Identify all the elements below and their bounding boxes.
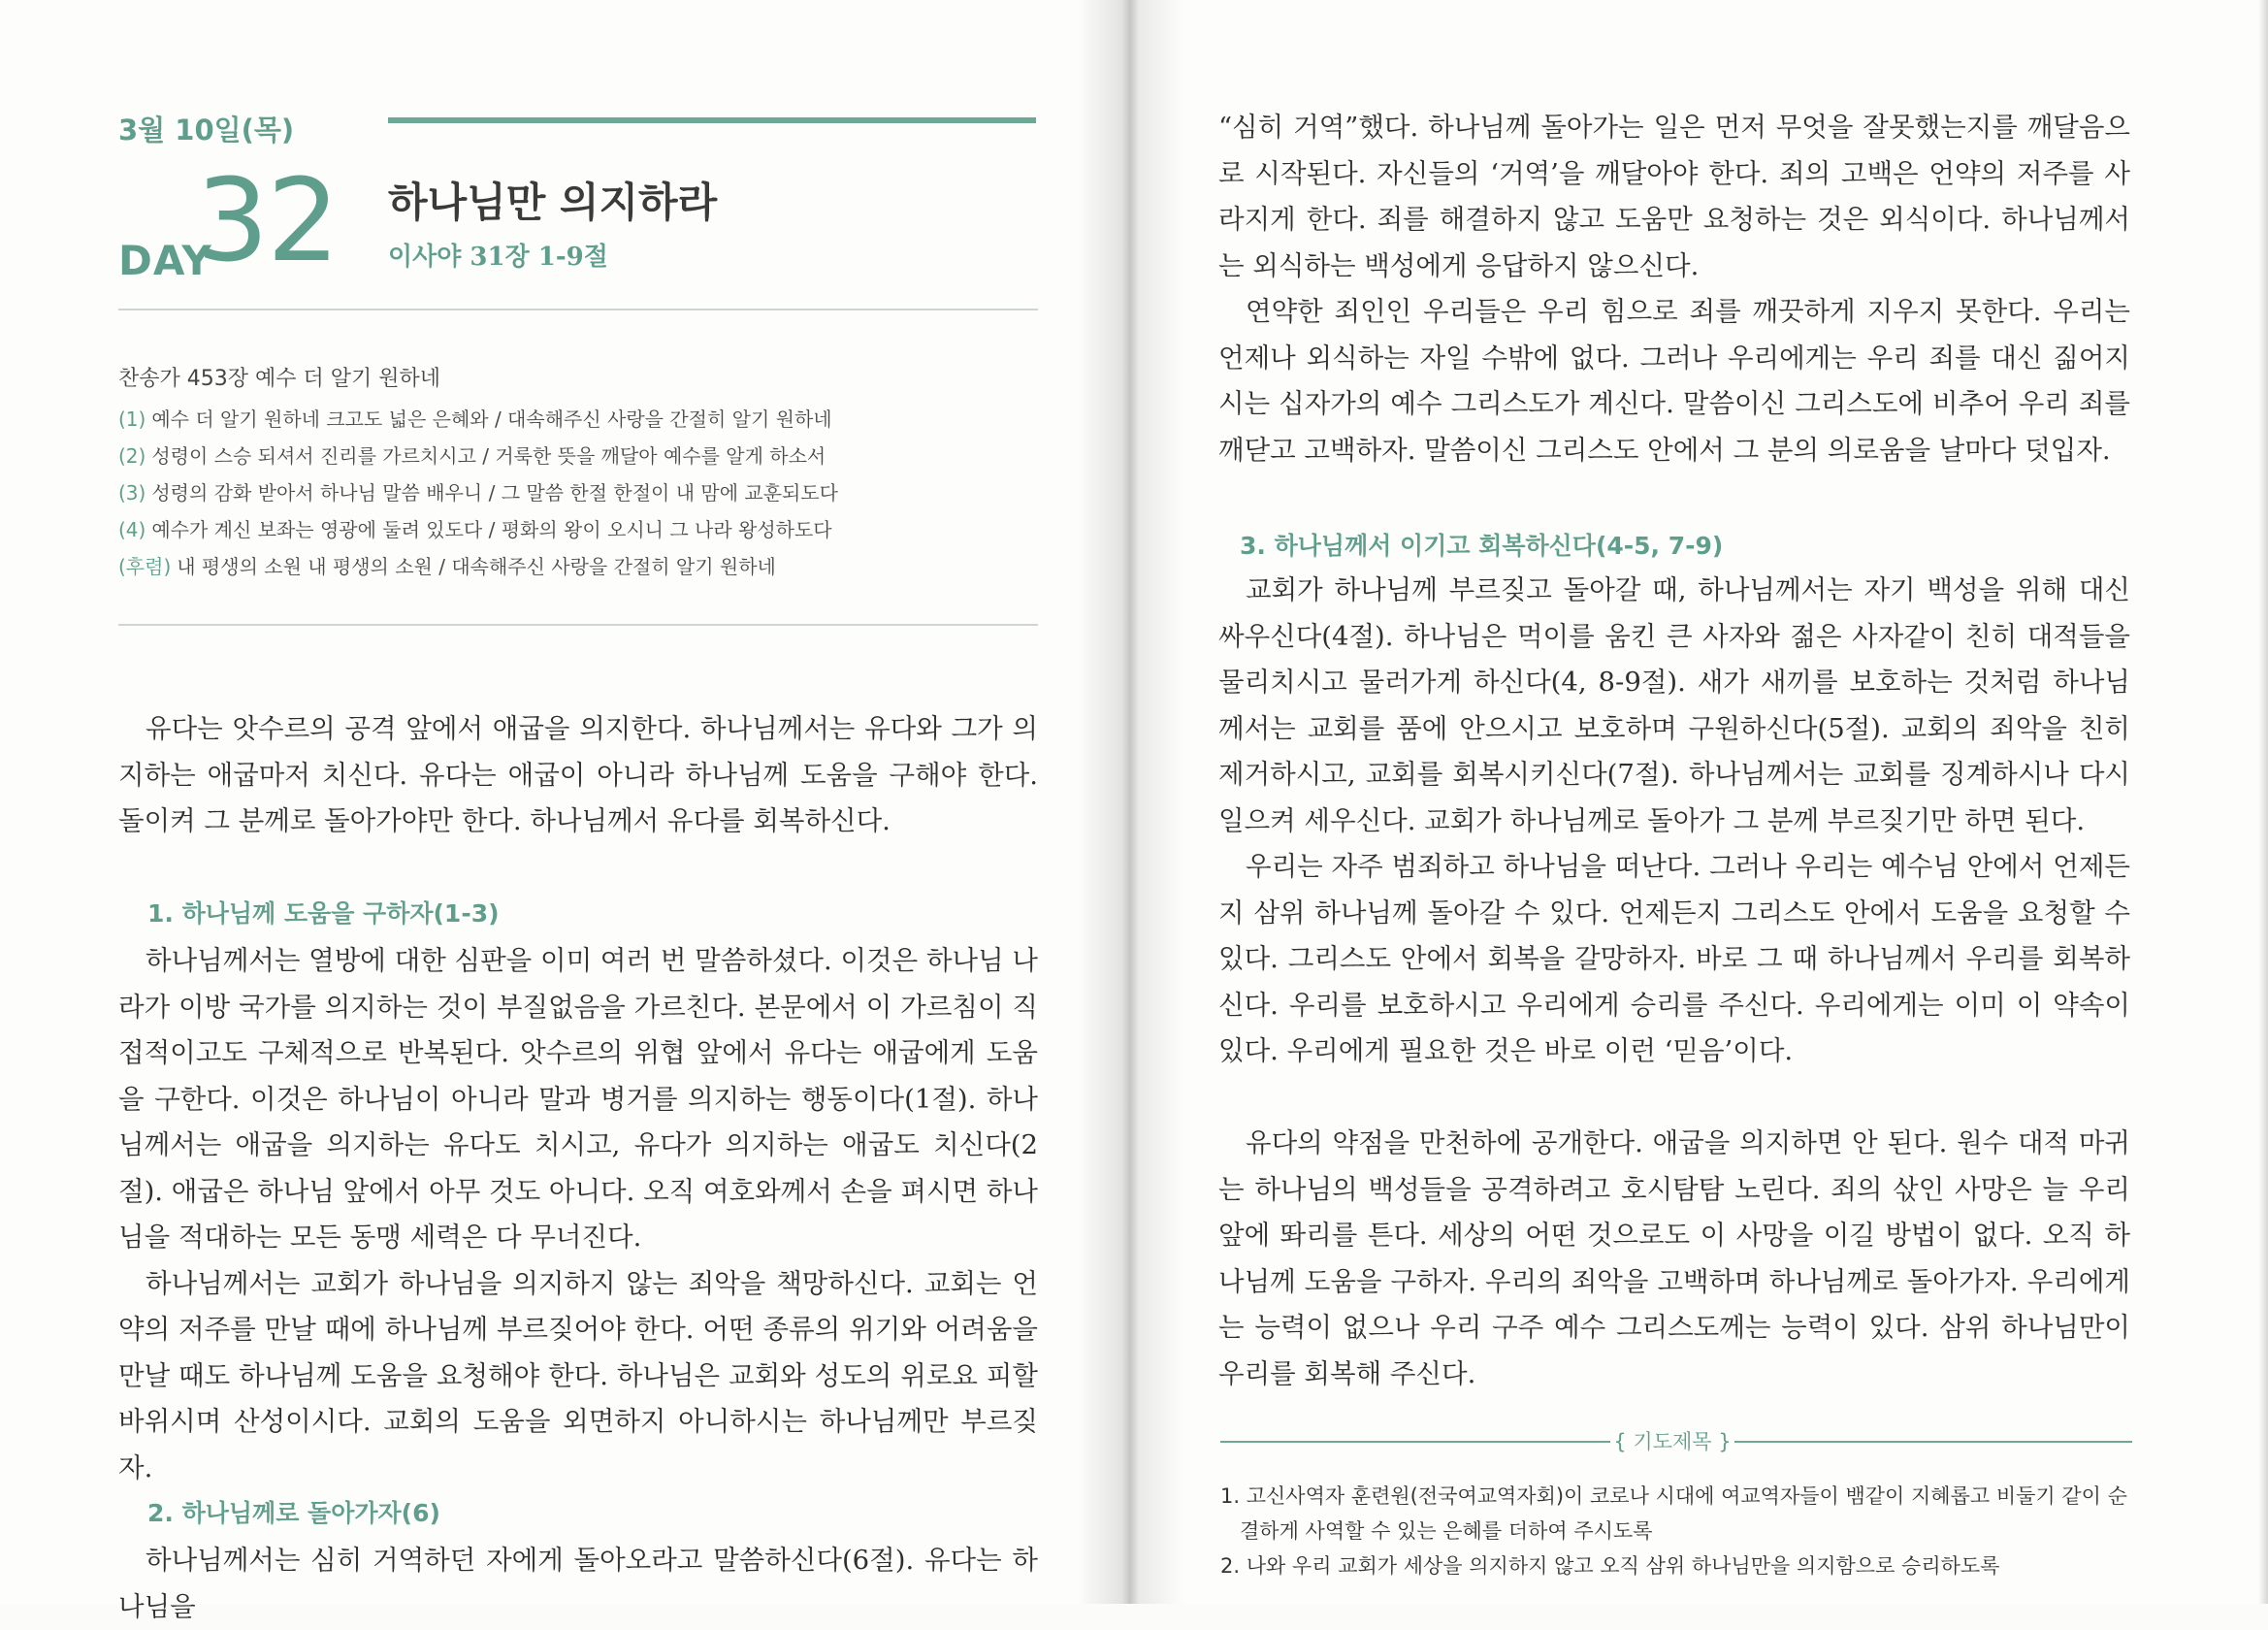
divider-top — [118, 309, 1038, 310]
chorus-label: (후렴) — [118, 555, 172, 578]
date-label: 3월 10일(목) — [118, 114, 295, 147]
continuation-paragraph: “심히 거역”했다. 하나님께 돌아가는 일은 먼저 무엇을 잘못했는지를 깨달음으로 시작된다. 자신들의 ‘거역’을 깨달아야 한다. 죄의 고백은 언약의 저주를 사라지게 한다. 죄를 해결하지 않고 도움만 요청하는 것은 외식이다. 하나님께서는 외식하는 백성에게 응답하지 않으신다. — [1218, 112, 2130, 281]
intro-text: 유다는 앗수르의 공격 앞에서 애굽을 의지한다. 하나님께서는 유다와 그가 의지하는 애굽마저 치신다. 유다는 애굽이 아니라 하나님께 도움을 구해야 한다. 돌이켜 그 분께로 돌아가야만 한다. 하나님께서 유다를 회복하신다. — [118, 713, 1038, 836]
hymn-verse — [118, 401, 1030, 438]
verse-number: (3) — [118, 481, 146, 505]
conclusion-paragraph: 유다의 약점을 만천하에 공개한다. 애굽을 의지하면 안 된다. 원수 대적 마귀는 하나님의 백성들을 공격하려고 호시탐탐 노린다. 죄의 삯인 사망은 늘 우리 앞에 똬리를 튼다. 세상의 어떤 것으로도 이 사망을 이길 방법이 없다. 오직 하나님께 도움을 구하자. 우리의 죄악을 고백하며 하나님께로 돌아가자. 우리에게는 능력이 없으나 우리 구주 예수 그리스도께는 능력이 있다. 삼위 하나님만이 우리를 회복해 주신다. — [1218, 1127, 2130, 1389]
prayer-list — [1220, 1479, 2132, 1583]
section-1-body — [118, 938, 1038, 1491]
book-gutter-shadow — [1077, 0, 1183, 1604]
hymn-verse — [118, 474, 1030, 511]
prayer-title: { 기도제목 } — [1613, 1430, 1732, 1453]
hymn-title: 찬송가 453장 예수 더 알기 원하네 — [118, 367, 440, 391]
verse-number: (4) — [118, 518, 146, 541]
header-rule — [388, 117, 1036, 123]
verse-text: 내 평생의 소원 내 평생의 소원 / 대속해주신 사랑을 간절히 알기 원하네 — [177, 555, 776, 578]
day-number: 32 — [196, 153, 339, 287]
verse-text: 성령이 스승 되셔서 진리를 가르치시고 / 거룩한 뜻을 깨달아 예수를 알게 하소서 — [151, 444, 826, 468]
section-2-paragraph: 하나님께서는 심히 거역하던 자에게 돌아오라고 말씀하신다(6절). 유다는 하나님을 — [118, 1545, 1038, 1622]
page-edge-shadow — [2258, 0, 2268, 1604]
left-page — [0, 0, 1125, 1622]
divider-middle — [118, 624, 1038, 626]
day-label: DAY — [118, 237, 212, 284]
section-3-paragraph: 우리는 자주 범죄하고 하나님을 떠난다. 그러나 우리는 예수님 안에서 언제든지 삼위 하나님께 돌아갈 수 있다. 언제든지 그리스도 안에서 도움을 요청할 수 있다. 그리스도 안에서 회복을 갈망하자. 바로 그 때 하나님께서 우리를 회복하신다. 우리를 보호하시고 우리에게 승리를 주신다. 우리에게는 이미 이 약속이 있다. 우리에게 필요한 것은 바로 이런 ‘믿음’이다. — [1218, 851, 2130, 1066]
intro-paragraph — [118, 706, 1038, 845]
prayer-rule-right — [1734, 1441, 2132, 1443]
conclusion-body — [1218, 1121, 2130, 1397]
continuation-paragraph: 연약한 죄인인 우리들은 우리 힘으로 죄를 깨끗하게 지우지 못한다. 우리는 언제나 외식하는 자일 수밖에 없다. 그러나 우리에게는 우리 죄를 대신 짊어지시는 십자가의 예수 그리스도가 계신다. 말씀이신 그리스도에 비추어 우리 죄를 깨닫고 고백하자. 말씀이신 그리스도 안에서 그 분의 의로움을 날마다 덧입자. — [1218, 296, 2130, 466]
section-3-paragraph: 교회가 하나님께 부르짖고 돌아갈 때, 하나님께서는 자기 백성을 위해 대신 싸우신다(4절). 하나님은 먹이를 움킨 큰 사자와 젊은 사자같이 친히 대적들을 물리치시고 물러가게 하신다(4, 8-9절). 새가 새끼를 보호하는 것처럼 하나님께서는 교회를 품에 안으시고 보호하며 구원하신다(5절). 교회의 죄악을 친히 제거하시고, 교회를 회복시키신다(7절). 하나님께서는 교회를 징계하시나 다시 일으켜 세우신다. 교회가 하나님께로 돌아가 그 분께 부르짖기만 하면 된다. — [1218, 574, 2130, 836]
hymn-verse — [118, 438, 1030, 474]
prayer-rule-left — [1220, 1441, 1610, 1443]
continuation-body — [1218, 105, 2130, 473]
section-heading-1: 1. 하나님께 도움을 구하자(1-3) — [147, 899, 500, 928]
verse-number: (1) — [118, 408, 146, 431]
verse-text: 성령의 감화 받아서 하나님 말씀 배우니 / 그 말씀 한절 한절이 내 맘에 교훈되도다 — [151, 481, 838, 505]
section-2-body — [118, 1538, 1038, 1630]
devotion-title: 하나님만 의지하라 — [388, 179, 718, 226]
hymn-verse — [118, 548, 1030, 585]
hymn-verses — [118, 401, 1030, 585]
right-page — [1125, 0, 2268, 1604]
hymn-verse — [118, 511, 1030, 548]
section-1-paragraph: 하나님께서는 교회가 하나님을 의지하지 않는 죄악을 책망하신다. 교회는 언약의 저주를 만날 때에 하나님께 부르짖어야 한다. 어떤 종류의 위기와 어려움을 만날 때도 하나님께 도움을 요청해야 한다. 하나님은 교회와 성도의 위로요 피할 바위시며 산성이시다. 교회의 도움을 외면하지 아니하시는 하나님께만 부르짖자. — [118, 1267, 1038, 1483]
section-heading-3: 3. 하나님께서 이기고 회복하신다(4-5, 7-9) — [1240, 532, 1724, 560]
prayer-item: 2. 나와 우리 교회가 세상을 의지하지 않고 오직 삼위 하나님만을 의지함으로 승리하도록 — [1220, 1554, 2000, 1578]
scripture-reference: 이사야 31장 1-9절 — [388, 243, 608, 272]
verse-text: 예수 더 알기 원하네 크고도 넓은 은혜와 / 대속해주신 사랑을 간절히 알기 원하네 — [151, 408, 832, 431]
verse-number: (2) — [118, 444, 146, 468]
section-heading-2: 2. 하나님께로 돌아가자(6) — [147, 1499, 440, 1527]
verse-text: 예수가 계신 보좌는 영광에 둘려 있도다 / 평화의 왕이 오시니 그 나라 왕성하도다 — [151, 518, 832, 541]
section-3-body — [1218, 568, 2130, 1075]
section-1-paragraph: 하나님께서는 열방에 대한 심판을 이미 여러 번 말씀하셨다. 이것은 하나님 나라가 이방 국가를 의지하는 것이 부질없음을 가르친다. 본문에서 이 가르침이 직접적이고도 구체적으로 반복된다. 앗수르의 위협 앞에서 유다는 애굽에게 도움을 구한다. 이것은 하나님이 아니라 말과 병거를 의지하는 행동이다(1절). 하나님께서는 애굽을 의지하는 유다도 치시고, 유다가 의지하는 애굽도 치신다(2절). 애굽은 하나님 앞에서 아무 것도 아니다. 오직 여호와께서 손을 펴시면 하나님을 적대하는 모든 동맹 세력은 다 무너진다. — [118, 945, 1038, 1253]
prayer-item: 1. 고신사역자 훈련원(전국여교역자회)이 코로나 시대에 여교역자들이 뱀같이 지혜롭고 비둘기 같이 순결하게 사역할 수 있는 은혜를 더하여 주시도록 — [1220, 1484, 2127, 1543]
